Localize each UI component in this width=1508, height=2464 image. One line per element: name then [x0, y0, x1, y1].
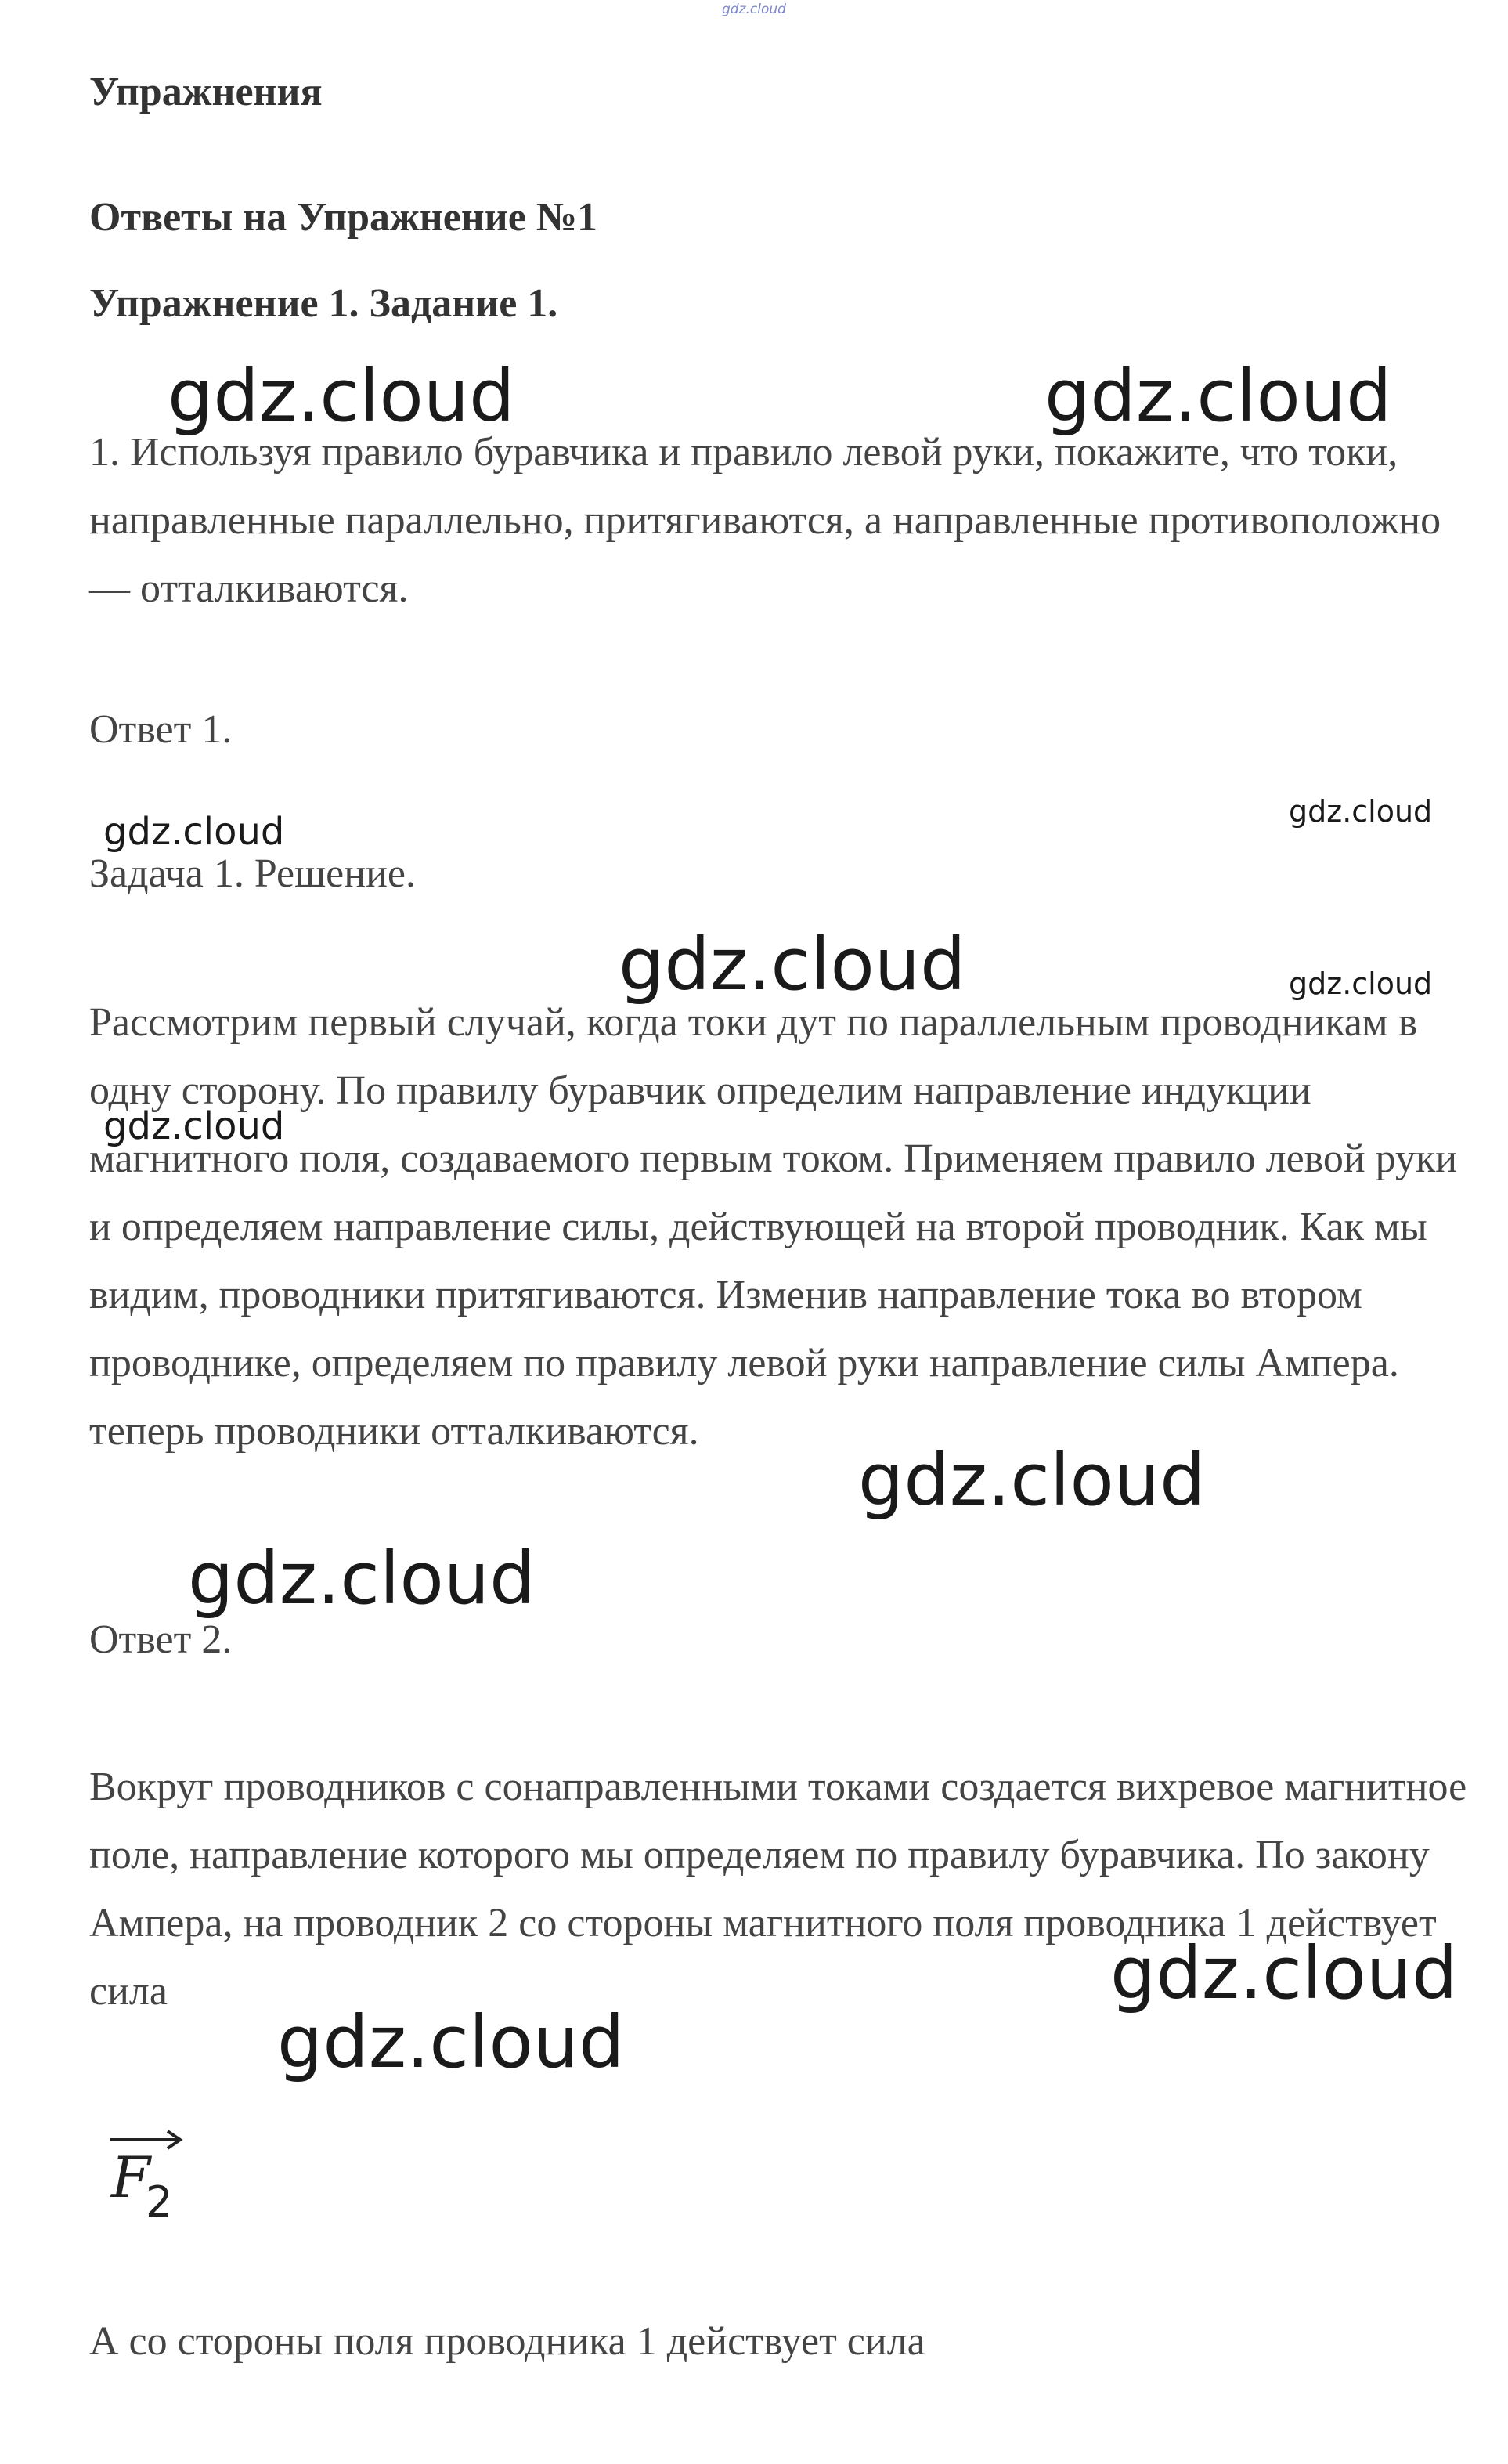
answer2-text: Вокруг проводников с сонаправленными токами создается вихревое магнитное поле, направление которого мы определяем по правилу буравчика. По закону Ампера, на проводник 2 со стороны магнитного поля проводника 1 действует сила	[89, 1765, 1467, 2014]
watermark: gdz.cloud	[619, 923, 966, 1006]
watermark: gdz.cloud	[858, 1438, 1206, 1522]
watermark: gdz.cloud	[1044, 354, 1392, 438]
top-watermark: gdz.cloud	[722, 2, 786, 17]
watermark: gdz.cloud	[168, 354, 515, 438]
watermark: gdz.cloud	[1289, 794, 1433, 829]
question-text: 1. Используя правило буравчика и правило левой руки, покажите, что токи, направленные параллельно, притягиваются, а направленные противоположно — отталкиваются.	[89, 430, 1441, 611]
answers-heading: Ответы на Упражнение №1	[89, 195, 598, 240]
watermark: gdz.cloud	[188, 1537, 536, 1620]
watermark: gdz.cloud	[1110, 1931, 1458, 2015]
watermark: gdz.cloud	[1289, 966, 1433, 1001]
final-text: А со стороны поля проводника 1 действует сила	[89, 2319, 925, 2364]
task-heading: Упражнение 1. Задание 1.	[89, 281, 558, 326]
answer2-label: Ответ 2.	[89, 1617, 233, 1662]
watermark: gdz.cloud	[103, 1104, 285, 1148]
formula-symbol: F	[111, 2144, 150, 2210]
answer1-label: Ответ 1.	[89, 707, 233, 752]
watermark: gdz.cloud	[277, 2000, 625, 2084]
solution-label: Задача 1. Решение.	[89, 851, 416, 896]
page-title: Упражнения	[89, 70, 323, 114]
solution-text: Рассмотрим первый случай, когда токи дут по параллельным проводникам в одну сторону. По правилу буравчик определим направление индукции магнитного поля, создаваемого первым током. Применяем правило левой руки и определяем направление силы, действующей на второй проводник. Как мы видим, проводники притягиваются. Изменив направление тока во втором проводнике, определяем по правилу левой руки направление силы Ампера. теперь проводники отталкиваются.	[89, 1000, 1458, 1454]
watermark: gdz.cloud	[103, 810, 285, 854]
formula-subscript: 2	[146, 2177, 173, 2227]
vector-f2-formula	[103, 2129, 189, 2227]
